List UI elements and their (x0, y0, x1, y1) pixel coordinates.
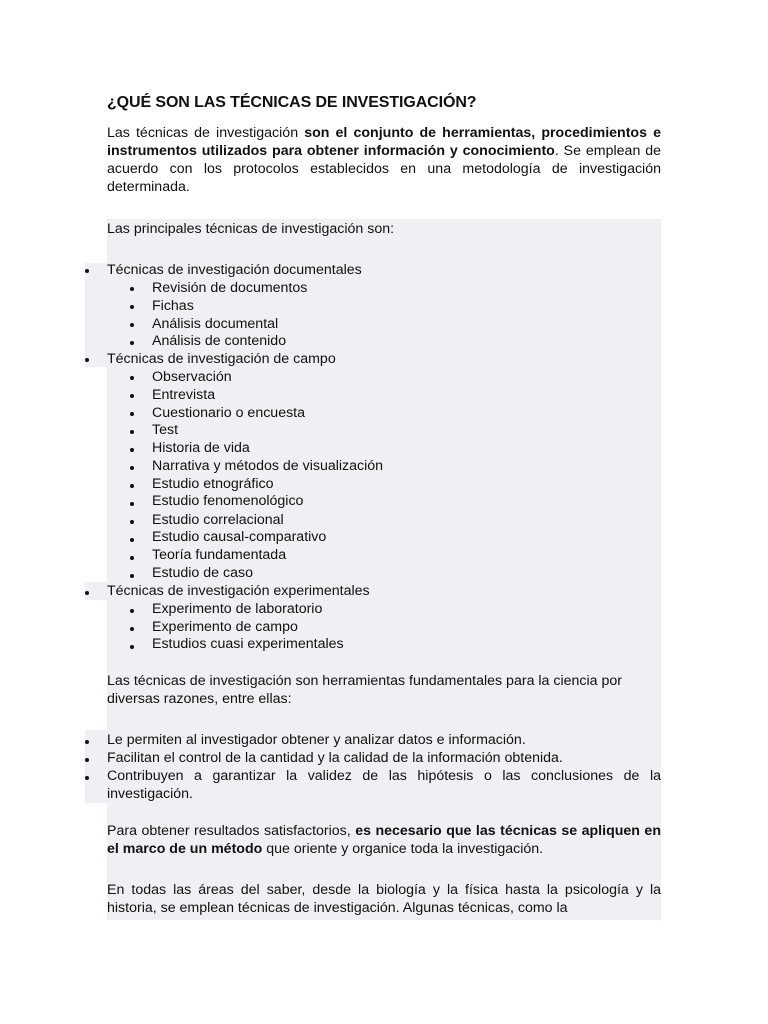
list-item: Fichas (152, 298, 194, 314)
reasons-intro: Las técnicas de investigación son herramientas fundamentales para la ciencia por diversas razones, entre ellas: (107, 673, 622, 707)
bullet-icon (130, 394, 134, 398)
bullet-icon (130, 520, 134, 524)
bullet-icon (130, 376, 134, 380)
intro-bold-text: son el conjunto de herramientas, procedimientos e instrumentos utilizados para obtener información y conocimiento (107, 125, 661, 159)
bullet-icon (130, 341, 134, 345)
bullet-icon (85, 269, 89, 273)
bullet-icon (130, 412, 134, 416)
intro-text-end: . Se emplean de acuerdo con los protocolos establecidos en una metodología de investigación determinada. (107, 143, 661, 195)
intro-text: Las técnicas de investigación (107, 125, 305, 141)
bullet-icon (130, 502, 134, 506)
intro-paragraph (107, 124, 661, 196)
bullet-icon (130, 323, 134, 327)
reason-item: Le permiten al investigador obtener y analizar datos e información. (107, 732, 526, 748)
page-title: ¿QUÉ SON LAS TÉCNICAS DE INVESTIGACIÓN? (107, 94, 477, 111)
list-item: Historia de vida (152, 440, 250, 456)
list-item: Narrativa y métodos de visualización (152, 458, 384, 474)
reason-item: Facilitan el control de la cantidad y la calidad de la información obtenida. (107, 750, 563, 766)
bullet-icon (85, 776, 89, 780)
group-label: Técnicas de investigación de campo (107, 351, 336, 367)
bullet-icon (130, 287, 134, 291)
bullet-icon (130, 484, 134, 488)
list-item: Análisis documental (152, 316, 279, 332)
bullet-icon (130, 305, 134, 309)
list-item: Experimento de campo (152, 619, 298, 635)
list-item: Estudios cuasi experimentales (152, 636, 344, 652)
bullet-icon (130, 556, 134, 560)
bullet-icon (130, 430, 134, 434)
list-item: Cuestionario o encuesta (152, 405, 306, 421)
results-text: Para obtener resultados satisfactorios, (107, 823, 356, 839)
bullet-icon (130, 466, 134, 470)
group-label: Técnicas de investigación documentales (107, 262, 362, 278)
bullet-icon (130, 574, 134, 578)
list-item: Entrevista (152, 387, 216, 403)
bullet-icon (130, 609, 134, 613)
results-paragraph (107, 822, 661, 858)
list-item: Test (152, 422, 179, 438)
principal-intro: Las principales técnicas de investigación son: (107, 221, 395, 237)
list-item: Estudio fenomenológico (152, 493, 304, 509)
list-item: Análisis de contenido (152, 333, 287, 349)
list-item: Estudio correlacional (152, 512, 284, 528)
list-item: Observación (152, 369, 232, 385)
list-item: Estudio causal-comparativo (152, 529, 327, 545)
bullet-icon (130, 645, 134, 649)
bullet-icon (85, 758, 89, 762)
list-item: Experimento de laboratorio (152, 601, 323, 617)
results-text-end: que oriente y organice toda la investigación. (262, 841, 544, 857)
bullet-icon (130, 448, 134, 452)
list-item: Estudio de caso (152, 565, 253, 581)
reason-item: Contribuyen a garantizar la validez de las hipótesis o las conclusiones de la investigación. (107, 768, 661, 802)
results-bold-text: es necesario que las técnicas se apliquen en el marco de un método (107, 823, 661, 857)
list-item: Estudio etnográfico (152, 476, 274, 492)
group-label: Técnicas de investigación experimentales (107, 583, 370, 599)
bullet-icon (85, 358, 89, 362)
closing-paragraph: En todas las áreas del saber, desde la biología y la física hasta la psicología y la historia, se emplean técnicas de investigación. Algunas técnicas, como la (107, 882, 661, 916)
bullet-icon (85, 591, 89, 595)
bullet-icon (130, 538, 134, 542)
bullet-icon (130, 627, 134, 631)
list-item: Teoría fundamentada (152, 547, 287, 563)
list-item: Revisión de documentos (152, 280, 308, 296)
bullet-icon (85, 740, 89, 744)
